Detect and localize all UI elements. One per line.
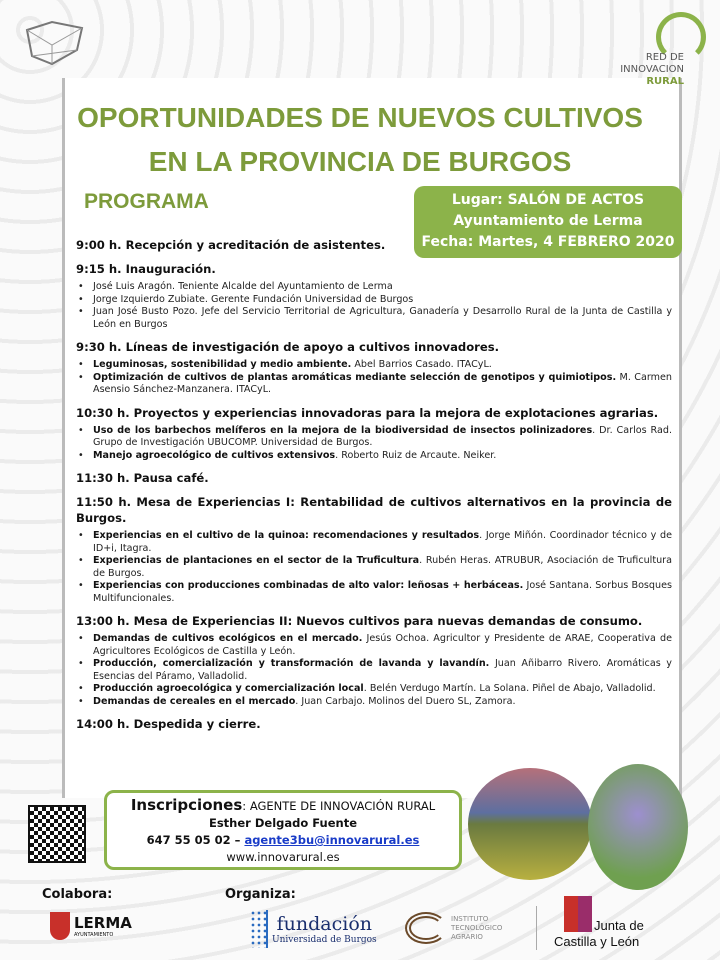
divider [536, 906, 537, 950]
venue-place: Ayuntamiento de Lerma [453, 213, 643, 229]
junta-shield-icon [564, 896, 592, 932]
agenda-item-title: Manejo agroecológico de cultivos extensivos [93, 449, 336, 461]
agenda-item [76, 425, 672, 450]
agenda-item [76, 294, 672, 307]
inscripciones-sub: : AGENTE DE INNOVACIÓN RURAL [242, 799, 436, 813]
itacyl-line-3: AGRARIO [451, 932, 483, 941]
agenda-item [76, 281, 672, 294]
title-line-2: EN LA PROVINCIA DE BURGOS [148, 146, 572, 177]
agenda-item-speaker: Juan José Busto Pozo. Jefe del Servicio Territorial de Agricultura, Ganadería y Desarrollo Rural de la Junta de Castilla y León en Burgos [93, 306, 672, 330]
itacyl-line-1: INSTITUTO [451, 914, 489, 923]
agenda [76, 229, 672, 736]
title-line-1: OPORTUNIDADES DE NUEVOS CULTIVOS [77, 102, 643, 133]
agenda-item [76, 658, 672, 683]
inscripciones-box [104, 790, 462, 870]
agenda-item-speaker: Jesús Ochoa. Agricultor y Presidente de ARAE, Cooperativa de Agricultores Ecológicos de Castilla y León. [93, 633, 672, 657]
agenda-item-title: Leguminosas, sostenibilidad y medio ambiente. [93, 359, 352, 370]
agenda-item-speaker: José Santana. Sorbus Bosques Multifuncionales. [93, 580, 673, 604]
agenda-item-speaker: Jorge Izquierdo Zubiate. Gerente Fundación Universidad de Burgos [93, 293, 414, 305]
agenda-item-speaker: Juan Añibarro Rivero. Aromáticas y Esencias del Páramo, Valladolid. [93, 658, 672, 682]
agenda-item-speaker: . Rubén Heras. ATRUBUR, Asociación de Truficultura de Burgos. [93, 555, 673, 579]
agenda-item [76, 306, 672, 331]
agenda-item-speaker: José Luis Aragón. Teniente Alcalde del Ayuntamiento de Lerma [93, 281, 393, 292]
agenda-session-heading: 14:00 h. Despedida y cierre. [76, 717, 261, 731]
agenda-item-speaker: Abel Barrios Casado. ITACyL. [351, 359, 492, 370]
lerma-sub: AYUNTAMIENTO [74, 932, 114, 938]
lavender-bee-photo [588, 764, 688, 890]
agenda-item [76, 580, 672, 605]
lerma-shield-icon [50, 912, 70, 940]
agenda-item [76, 683, 672, 696]
junta-line-1: Junta de [594, 918, 644, 933]
organiza-label: Organiza: [225, 887, 296, 902]
venue-lugar: Lugar: SALÓN DE ACTOS [451, 192, 645, 208]
agenda-item-title: Uso de los barbechos melíferos en la mejora de la biodiversidad de insectos polinizadores [93, 424, 593, 436]
agenda-item [76, 450, 672, 463]
agenda-item [76, 633, 672, 658]
logo-line-2: INNOVACION [620, 64, 684, 75]
wheat-field-photo [468, 768, 592, 880]
agenda-session-list [76, 359, 672, 397]
itacyl-swirl-icon [405, 912, 447, 944]
contact-email-link[interactable]: agente3bu@innovarural.es [244, 833, 420, 847]
lerma-logo [50, 912, 132, 940]
agenda-item-speaker: . Juan Carbajo. Molinos del Duero SL, Zamora. [295, 695, 516, 707]
agenda-item-title: Experiencias con producciones combinadas de alto valor: leñosas + herbáceas. [93, 580, 524, 591]
agenda-session-heading: 9:00 h. Recepción y acreditación de asistentes. [76, 238, 386, 252]
agenda-item-title: Producción, comercialización y transformación de lavanda y lavandín. [93, 658, 490, 669]
agenda-item-speaker: . Dr. Carlos Rad. Grupo de Investigación UBUCOMP. Universidad de Burgos. [93, 424, 672, 448]
junta-cyl-logo [556, 896, 656, 949]
colabora-label: Colabora: [42, 887, 113, 902]
agenda-session-list [76, 281, 672, 331]
agenda-session-list [76, 530, 672, 605]
contact-phone: 647 55 05 02 – [146, 833, 245, 847]
logo-line-1: RED DE [645, 52, 684, 63]
venue-date: Fecha: Martes, 4 FEBRERO 2020 [421, 234, 675, 250]
website-link[interactable]: www.innovarural.es [226, 850, 340, 864]
agenda-item [76, 372, 672, 397]
agenda-session-heading: 11:50 h. Mesa de Experiencias I: Rentabilidad de cultivos alternativos en la provincia de Burgos. [76, 495, 672, 525]
agenda-item-speaker: M. Carmen Asensio Sánchez-Manzanera. ITACyL. [93, 371, 672, 395]
contact-name: Esther Delgado Fuente [208, 816, 358, 830]
fundacion-text: fundación [276, 913, 373, 935]
agenda-item [76, 530, 672, 555]
agenda-item-speaker: . Roberto Ruiz de Arcaute. Neiker. [335, 449, 497, 461]
page-title [0, 96, 720, 184]
agenda-session-list [76, 425, 672, 463]
agenda-session-list [76, 633, 672, 708]
agenda-item-title: Demandas de cereales en el mercado [93, 695, 296, 707]
inscripciones-label: Inscripciones [130, 796, 243, 814]
logo-line-3: RURAL [646, 76, 684, 87]
lerma-text: LERMA [74, 914, 132, 932]
itacyl-line-2: TECNOLÓGICO [451, 923, 503, 932]
agenda-item [76, 696, 672, 709]
agenda-item-title: Demandas de cultivos ecológicos en el mercado. [93, 633, 363, 644]
agenda-session-heading: 9:15 h. Inauguración. [76, 262, 216, 276]
agenda-item-title: Experiencias de plantaciones en el sector de la Truficultura [93, 555, 420, 566]
agenda-session-heading: 10:30 h. Proyectos y experiencias innovadoras para la mejora de explotaciones agrarias. [76, 405, 659, 420]
castilla-map-logo [22, 20, 88, 68]
fundacion-ubu-logo [250, 910, 377, 948]
junta-line-2: Castilla y León [554, 934, 640, 949]
agenda-session-heading: 9:30 h. Líneas de investigación de apoyo a cultivos innovadores. [76, 340, 500, 354]
fundacion-tree-icon [250, 910, 268, 948]
agenda-item-title: Producción agroecológica y comercialización local [93, 683, 364, 694]
agenda-item [76, 359, 672, 372]
agenda-session-heading: 13:00 h. Mesa de Experiencias II: Nuevos cultivos para nuevas demandas de consumo. [76, 614, 643, 628]
programa-heading: PROGRAMA [84, 190, 209, 213]
red-innovacion-rural-logo [614, 12, 714, 92]
agenda-item [76, 555, 672, 580]
qr-code[interactable] [28, 805, 86, 863]
agenda-item-speaker: . Belén Verdugo Martín. La Solana. Piñel de Abajo, Valladolid. [363, 683, 656, 694]
agenda-item-title: Experiencias en el cultivo de la quinoa: recomendaciones y resultados [93, 530, 480, 541]
agenda-item-speaker: . Jorge Miñón. Coordinador técnico y de ID+i, Itagra. [93, 530, 672, 554]
agenda-item-title: Optimización de cultivos de plantas aromáticas mediante selección de genotipos y quimiotipos. [93, 371, 617, 383]
fundacion-sub: Universidad de Burgos [272, 935, 377, 945]
itacyl-logo [405, 912, 502, 944]
agenda-session-heading: 11:30 h. Pausa café. [76, 471, 209, 485]
